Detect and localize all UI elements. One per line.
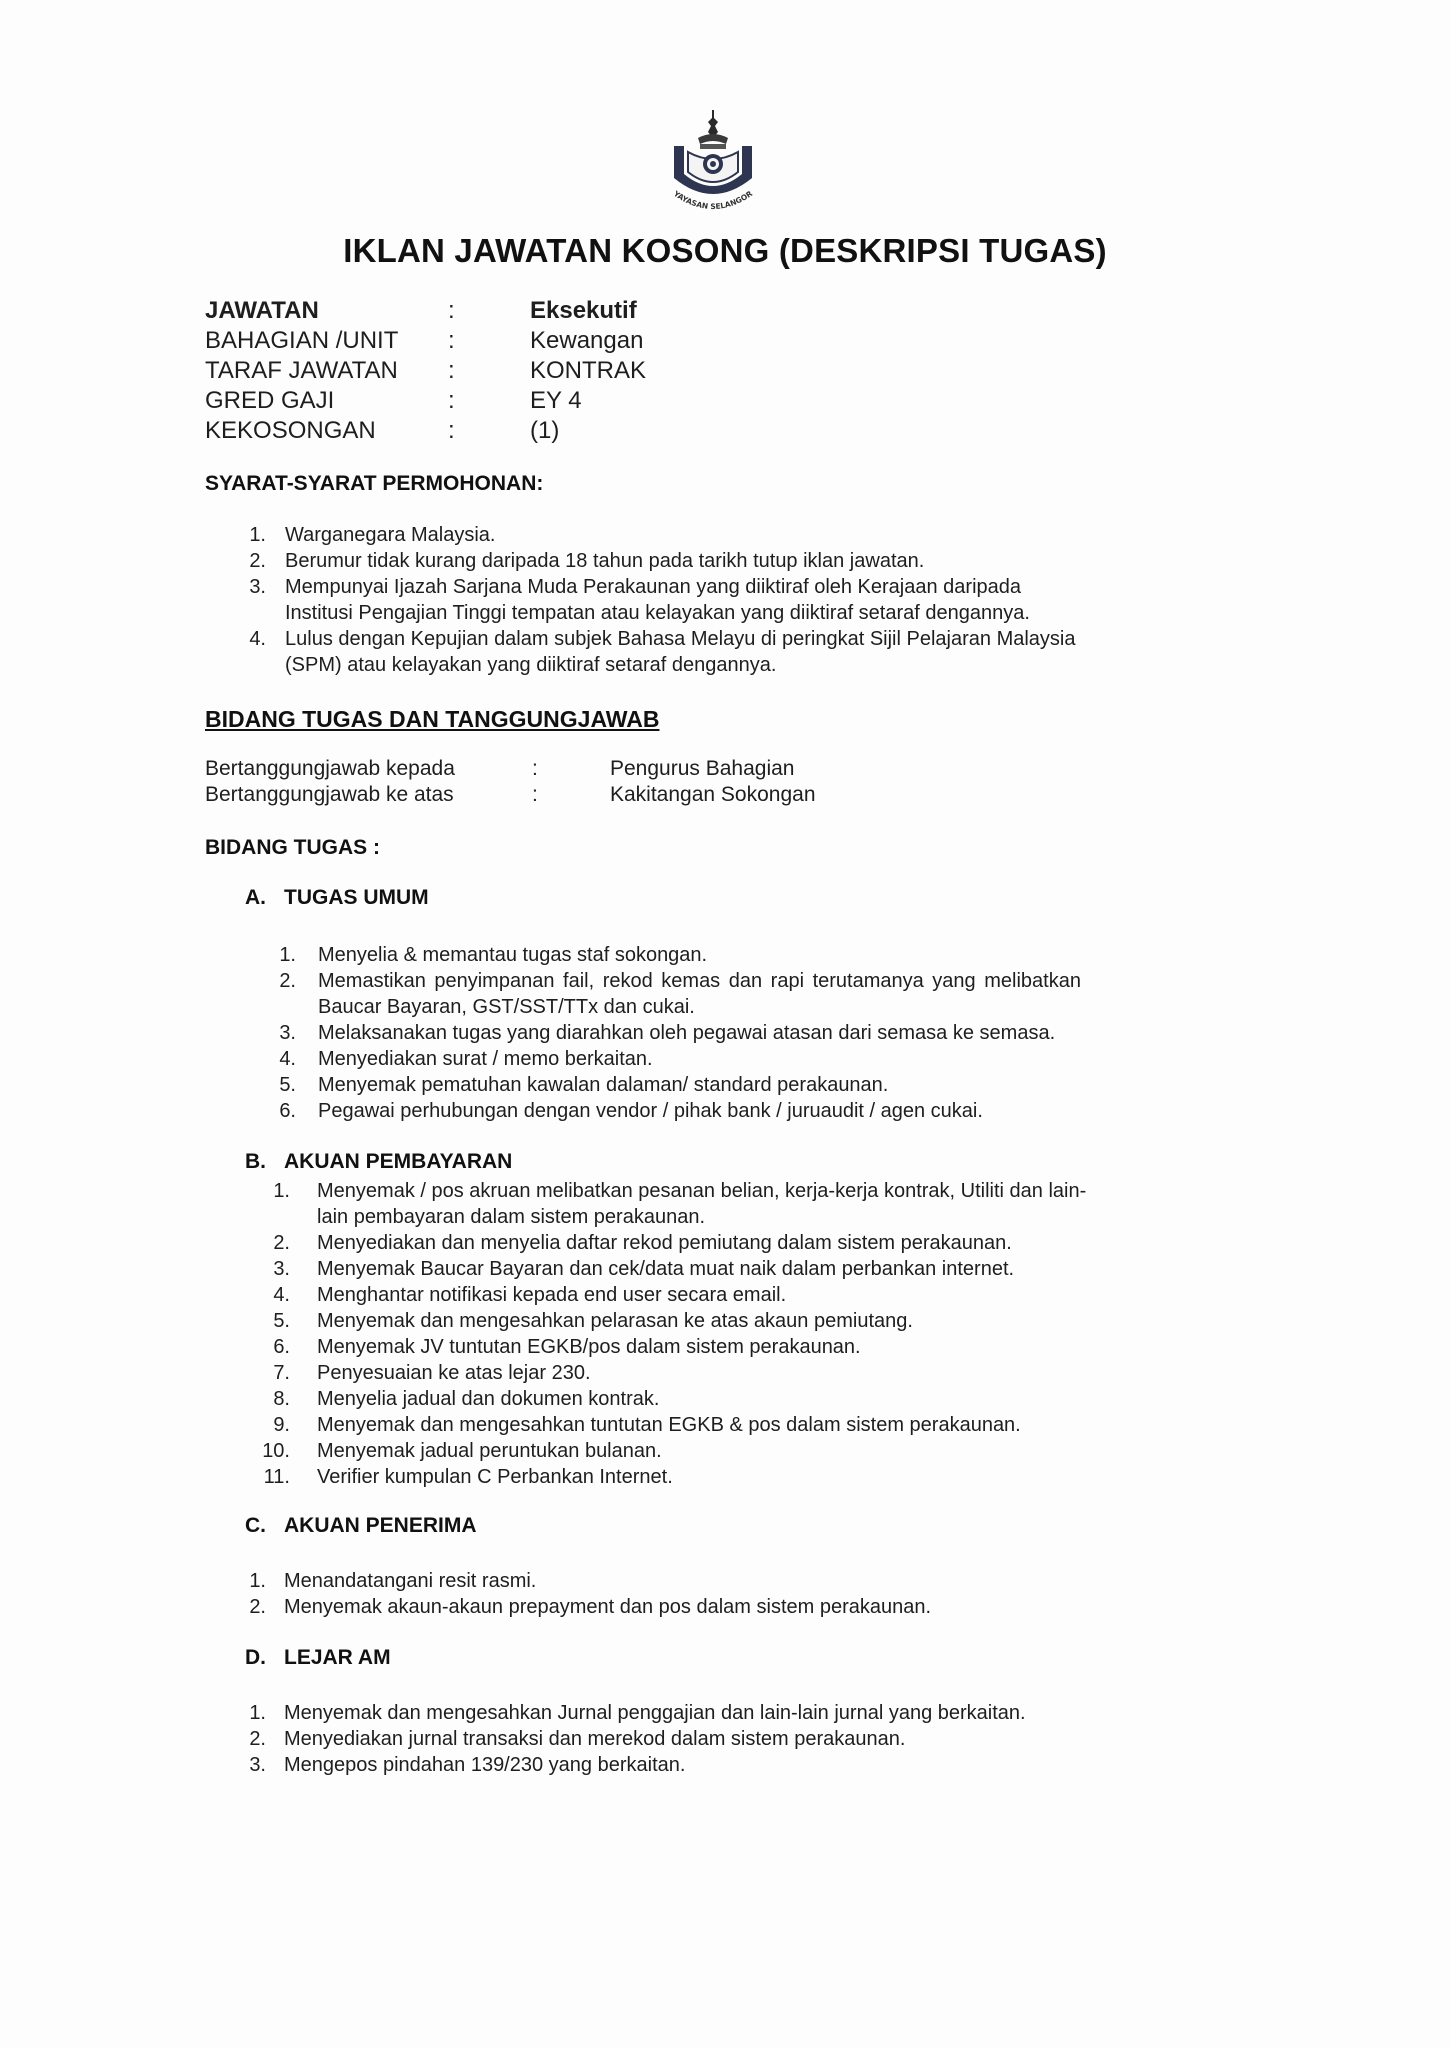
- list-item: Menyemak dan mengesahkan pelarasan ke atas akaun pemiutang.: [317, 1310, 913, 1332]
- list-item: Menghantar notifikasi kepada end user secara email.: [317, 1284, 787, 1306]
- list-item: Menyelia jadual dan dokumen kontrak.: [317, 1388, 660, 1410]
- list-item: Berumur tidak kurang daripada 18 tahun pada tarikh tutup iklan jawatan.: [285, 550, 925, 572]
- info-label-bahagian: BAHAGIAN /UNIT: [205, 327, 399, 354]
- list-item-number: 4.: [249, 628, 266, 650]
- svg-text:YAYASAN SELANGOR: YAYASAN SELANGOR: [671, 189, 755, 212]
- list-item-continuation: Institusi Pengajian Tinggi tempatan atau kelayakan yang diiktiraf setaraf dengannya.: [285, 602, 1030, 624]
- list-item: Warganegara Malaysia.: [285, 524, 496, 546]
- list-item-number: 11.: [263, 1466, 290, 1488]
- section-letter: B.: [245, 1150, 266, 1173]
- list-item-number: 5.: [279, 1074, 296, 1096]
- list-item-number: 10.: [262, 1440, 290, 1462]
- list-item-number: 1.: [249, 1702, 266, 1724]
- list-item-number: 3.: [249, 576, 266, 598]
- info-value-kekosongan: (1): [530, 417, 560, 444]
- info-value-bahagian: Kewangan: [530, 327, 644, 354]
- list-item-number: 6.: [279, 1100, 296, 1122]
- resp-sep: :: [532, 757, 538, 780]
- bidang-tugas-heading: BIDANG TUGAS :: [205, 836, 380, 859]
- list-item-continuation: Baucar Bayaran, GST/SST/TTx dan cukai.: [318, 996, 695, 1018]
- list-item-number: 1.: [249, 1570, 266, 1592]
- list-item: Lulus dengan Kepujian dalam subjek Bahasa Melayu di peringkat Sijil Pelajaran Malaysia: [285, 628, 1076, 650]
- list-item-number: 5.: [273, 1310, 290, 1332]
- list-item: Verifier kumpulan C Perbankan Internet.: [317, 1466, 673, 1488]
- resp-label-ke-atas: Bertanggungjawab ke atas: [205, 783, 454, 806]
- list-item-number: 6.: [273, 1336, 290, 1358]
- info-sep: :: [448, 297, 455, 324]
- info-value-taraf: KONTRAK: [530, 357, 647, 384]
- list-item: Memastikan penyimpanan fail, rekod kemas dan rapi terutamanya yang melibatkan: [318, 970, 1081, 992]
- info-sep: :: [448, 387, 455, 414]
- list-item: Pegawai perhubungan dengan vendor / pihak bank / juruaudit / agen cukai.: [318, 1100, 983, 1122]
- info-sep: :: [448, 327, 455, 354]
- info-value-gred: EY 4: [530, 387, 582, 414]
- yayasan-selangor-logo: [658, 108, 768, 223]
- list-item-number: 3.: [273, 1258, 290, 1280]
- list-item: Mengepos pindahan 139/230 yang berkaitan.: [284, 1754, 686, 1776]
- list-item-number: 2.: [249, 550, 266, 572]
- list-item: Menyediakan jurnal transaksi dan merekod dalam sistem perakaunan.: [284, 1728, 906, 1750]
- info-label-kekosongan: KEKOSONGAN: [205, 417, 376, 444]
- list-item: Menyemak akaun-akaun prepayment dan pos dalam sistem perakaunan.: [284, 1596, 932, 1618]
- info-label-gred: GRED GAJI: [205, 387, 335, 414]
- section-title-akuan-penerima: AKUAN PENERIMA: [284, 1514, 477, 1537]
- section-title-tugas-umum: TUGAS UMUM: [284, 886, 429, 909]
- list-item-number: 3.: [249, 1754, 266, 1776]
- list-item-number: 2.: [249, 1596, 266, 1618]
- list-item-number: 9.: [273, 1414, 290, 1436]
- list-item: Menyemak / pos akruan melibatkan pesanan belian, kerja-kerja kontrak, Utiliti dan lain-: [317, 1180, 1087, 1202]
- list-item-number: 2.: [279, 970, 296, 992]
- section-letter: C.: [245, 1514, 266, 1537]
- list-item-number: 1.: [273, 1180, 290, 1202]
- list-item-number: 4.: [273, 1284, 290, 1306]
- resp-sep: :: [532, 783, 538, 806]
- section-letter: A.: [245, 886, 266, 909]
- list-item: Melaksanakan tugas yang diarahkan oleh pegawai atasan dari semasa ke semasa.: [318, 1022, 1056, 1044]
- list-item: Mempunyai Ijazah Sarjana Muda Perakaunan yang diiktiraf oleh Kerajaan daripada: [285, 576, 1022, 598]
- list-item-number: 7.: [273, 1362, 290, 1384]
- list-item: Menyemak Baucar Bayaran dan cek/data muat naik dalam perbankan internet.: [317, 1258, 1015, 1280]
- resp-value-ke-atas: Kakitangan Sokongan: [610, 783, 816, 806]
- list-item-number: 8.: [273, 1388, 290, 1410]
- list-item: Menyemak pematuhan kawalan dalaman/ standard perakaunan.: [318, 1074, 889, 1096]
- list-item-number: 2.: [273, 1232, 290, 1254]
- list-item-number: 1.: [249, 524, 266, 546]
- list-item: Menyemak JV tuntutan EGKB/pos dalam sistem perakaunan.: [317, 1336, 861, 1358]
- syarat-heading: SYARAT-SYARAT PERMOHONAN:: [205, 472, 544, 495]
- list-item-number: 4.: [279, 1048, 296, 1070]
- info-label-taraf: TARAF JAWATAN: [205, 357, 398, 384]
- list-item: Menyemak jadual peruntukan bulanan.: [317, 1440, 662, 1462]
- list-item: Menyemak dan mengesahkan tuntutan EGKB & pos dalam sistem perakaunan.: [317, 1414, 1021, 1436]
- info-sep: :: [448, 357, 455, 384]
- section-letter: D.: [245, 1646, 266, 1669]
- info-label-jawatan: JAWATAN: [205, 297, 319, 324]
- list-item: Menyediakan surat / memo berkaitan.: [318, 1048, 653, 1070]
- list-item-continuation: lain pembayaran dalam sistem perakaunan.: [317, 1206, 705, 1228]
- list-item-number: 2.: [249, 1728, 266, 1750]
- list-item: Menyemak dan mengesahkan Jurnal penggajian dan lain-lain jurnal yang berkaitan.: [284, 1702, 1026, 1724]
- bidang-heading: BIDANG TUGAS DAN TANGGUNGJAWAB: [205, 706, 660, 732]
- list-item-number: 3.: [279, 1022, 296, 1044]
- resp-value-kepada: Pengurus Bahagian: [610, 757, 795, 780]
- list-item: Penyesuaian ke atas lejar 230.: [317, 1362, 591, 1384]
- info-sep: :: [448, 417, 455, 444]
- section-title-lejar-am: LEJAR AM: [284, 1646, 391, 1669]
- list-item-number: 1.: [279, 944, 296, 966]
- list-item: Menyediakan dan menyelia daftar rekod pemiutang dalam sistem perakaunan.: [317, 1232, 1012, 1254]
- list-item: Menandatangani resit rasmi.: [284, 1570, 537, 1592]
- list-item-continuation: (SPM) atau kelayakan yang diiktiraf setaraf dengannya.: [285, 654, 777, 676]
- resp-label-kepada: Bertanggungjawab kepada: [205, 757, 455, 780]
- page-title: IKLAN JAWATAN KOSONG (DESKRIPSI TUGAS): [343, 232, 1107, 269]
- info-value-jawatan: Eksekutif: [530, 297, 637, 324]
- list-item: Menyelia & memantau tugas staf sokongan.: [318, 944, 708, 966]
- section-title-akuan-pembayaran: AKUAN PEMBAYARAN: [284, 1150, 513, 1173]
